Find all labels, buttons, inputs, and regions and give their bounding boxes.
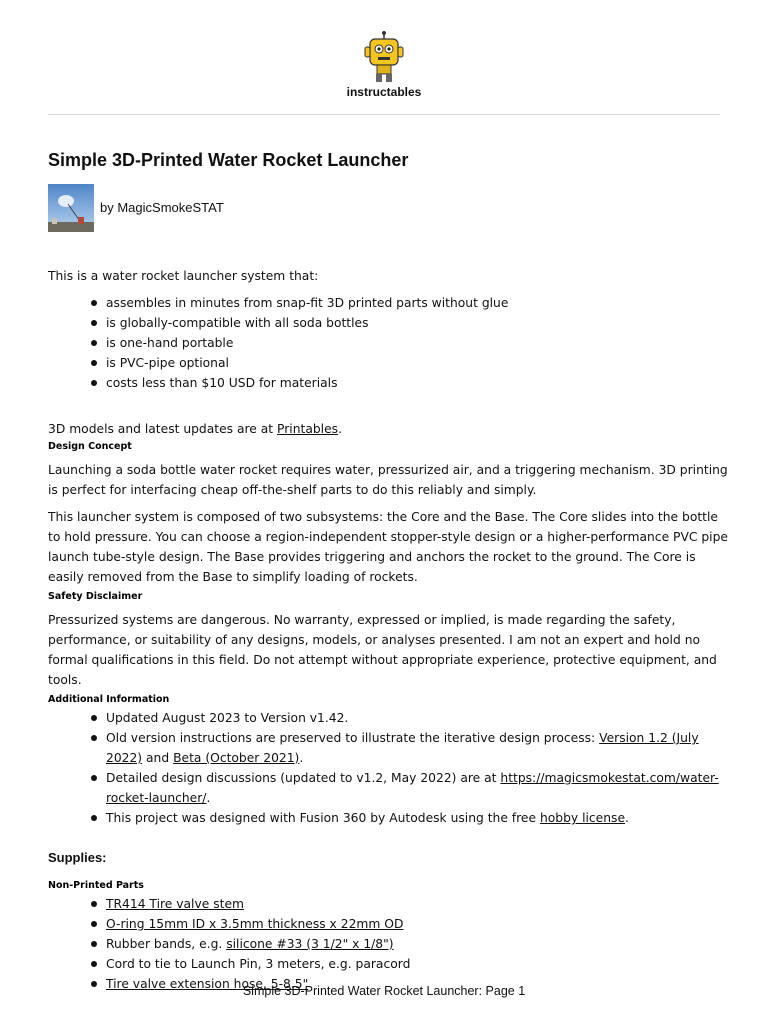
info-text: Old version instructions are preserved to illustrate the iterative design process: <box>106 731 596 745</box>
feature-list <box>48 293 728 393</box>
parts-list <box>48 894 728 994</box>
models-end: . <box>338 422 342 436</box>
design-paragraph-2: This launcher system is composed of two subsystems: the Core and the Base. The Core slides into the bottle to hold pressure. You can choose a region-independent stopper-style design or a higher-performance PVC pipe launch tube-style design. The Base provides triggering and anchors the rocket to the ground. The Core is easily removed from the Base to simplify loading of rockets. <box>48 510 728 584</box>
list-item <box>106 808 728 828</box>
header-divider <box>48 114 720 115</box>
list-item <box>106 728 728 768</box>
list-item <box>106 894 728 914</box>
hobby-license-link[interactable]: hobby license <box>539 811 626 825</box>
page-footer: Simple 3D-Printed Water Rocket Launcher: Page 1 <box>242 984 526 998</box>
printables-link[interactable]: Printables <box>277 422 339 436</box>
author-row <box>48 184 224 232</box>
info-text: Detailed design discussions (updated to v1.2, May 2022) are at <box>106 771 497 785</box>
list-item <box>106 934 728 954</box>
list-item: is PVC-pipe optional <box>106 353 728 373</box>
extension-hose-link[interactable]: Tire valve extension hose, 5-8.5" <box>106 977 309 991</box>
list-item: is globally-compatible with all soda bottles <box>106 313 728 333</box>
o-ring-link[interactable]: O-ring 15mm ID x 3.5mm thickness x 22mm OD <box>106 917 404 931</box>
info-text: and <box>146 751 170 765</box>
info-text: This project was designed with Fusion 360 by Autodesk using the free <box>106 811 537 825</box>
article-title: Simple 3D-Printed Water Rocket Launcher <box>48 150 409 170</box>
models-text: 3D models and latest updates are at <box>48 422 274 436</box>
list-item: assembles in minutes from snap-fit 3D printed parts without glue <box>106 293 728 313</box>
list-item: is one-hand portable <box>106 333 728 353</box>
models-paragraph <box>48 419 728 439</box>
info-text: . <box>299 751 304 765</box>
safety-paragraph: Pressurized systems are dangerous. No warranty, expressed or implied, is made regarding the safety, performance, or suitability of any designs, models, or analyses presented. I am not an expert and hold no formal qualifications in this field. Do not attempt without appropriate experience, protective equipment, and tools. <box>48 613 717 687</box>
beta-link[interactable]: Beta (October 2021) <box>173 751 300 765</box>
list-item: Updated August 2023 to Version v1.42. <box>106 708 728 728</box>
intro-paragraph: This is a water rocket launcher system that: <box>48 269 319 283</box>
version-1-2-link[interactable]: Version 1.2 (July 2022) <box>106 731 699 765</box>
list-item: Cord to tie to Launch Pin, 3 meters, e.g. paracord <box>106 954 728 974</box>
design-concept-heading: Design Concept <box>48 441 132 452</box>
design-paragraph-1: Launching a soda bottle water rocket requires water, pressurized air, and a triggering mechanism. 3D printing is perfect for interfacing cheap off-the-shelf parts to do this reliably and simply. <box>48 463 728 497</box>
info-text: . <box>625 811 629 825</box>
non-printed-parts-heading: Non-Printed Parts <box>48 880 144 891</box>
brand-name[interactable]: instructables <box>346 85 422 99</box>
list-item <box>106 914 728 934</box>
safety-disclaimer-heading: Safety Disclaimer <box>48 591 143 602</box>
part-text: Rubber bands, e.g. <box>106 937 223 951</box>
author-avatar[interactable] <box>48 184 94 232</box>
tire-valve-stem-link[interactable]: TR414 Tire valve stem <box>106 897 244 911</box>
additional-info-heading: Additional Information <box>48 694 170 705</box>
author-byline: by MagicSmokeSTAT <box>100 200 224 215</box>
additional-info-list <box>48 708 728 828</box>
instructables-robot-logo[interactable] <box>363 30 405 84</box>
site-header <box>0 30 768 99</box>
supplies-heading: Supplies: <box>48 850 107 865</box>
info-text: . <box>206 791 211 805</box>
list-item: costs less than $10 USD for materials <box>106 373 728 393</box>
article-body <box>48 266 728 994</box>
silicone-rubber-band-link[interactable]: silicone #33 (3 1/2" x 1/8") <box>226 937 394 951</box>
list-item <box>106 768 728 808</box>
magicsmokestat-link[interactable]: https://magicsmokestat.com/water-rocket-launcher/ <box>106 771 719 805</box>
